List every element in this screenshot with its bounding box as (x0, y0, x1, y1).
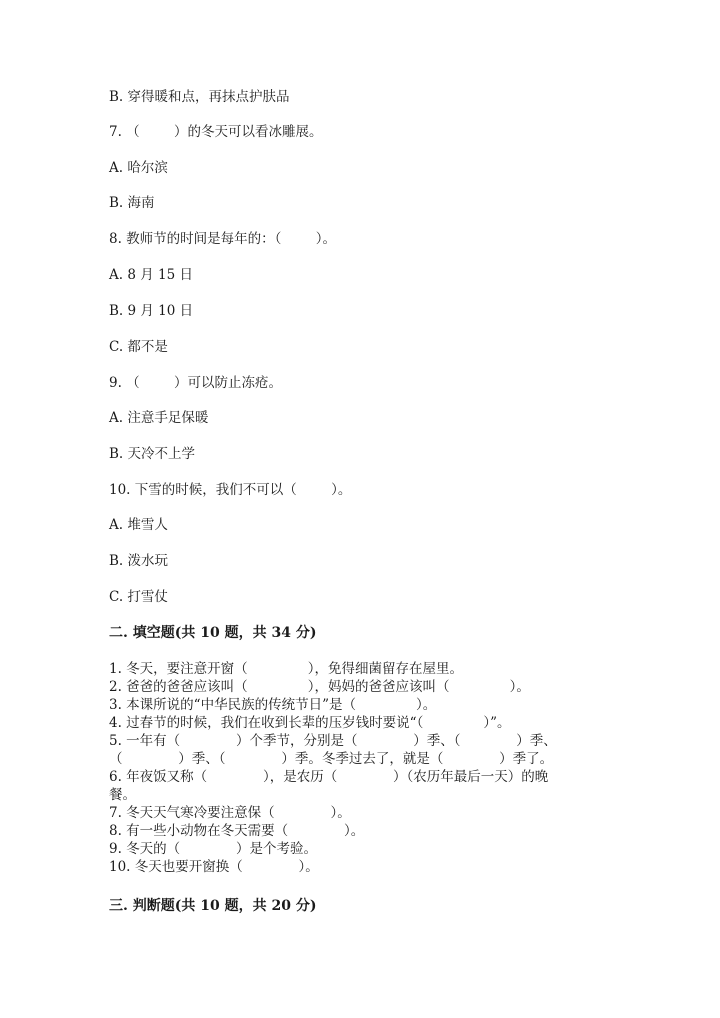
option-9b: B. 天冷不上学 (109, 446, 196, 462)
fill-item-7: 7. 冬天天气寒冷要注意保（ ）。 (109, 805, 351, 821)
fill-item-8: 8. 有一些小动物在冬天需要（ ）。 (109, 823, 365, 839)
question-7: 7. （ ）的冬天可以看冰雕展。 (109, 124, 323, 140)
option-7a: A. 哈尔滨 (109, 160, 168, 176)
option-10a: A. 堆雪人 (109, 517, 168, 533)
option-8b: B. 9 月 10 日 (109, 303, 194, 319)
option-9a: A. 注意手足保暖 (109, 410, 209, 426)
option-8a: A. 8 月 15 日 (109, 267, 193, 283)
fill-item-9: 9. 冬天的（ ）是个考验。 (109, 841, 317, 857)
fill-item-4: 4. 过春节的时候，我们在收到长辈的压岁钱时要说“（ ）”。 (109, 715, 511, 731)
fill-item-1: 1. 冬天，要注意开窗（ ），免得细菌留存在屋里。 (109, 661, 463, 677)
fill-item-3: 3. 本课所说的“中华民族的传统节日”是（ ）。 (109, 697, 437, 713)
fill-item-6-line-2: 餐。 (109, 787, 136, 803)
question-10: 10. 下雪的时候，我们不可以（ ）。 (109, 482, 352, 498)
section-2-heading: 二. 填空题(共 10 题，共 34 分) (109, 625, 317, 641)
fill-item-5-line-1: 5. 一年有（ ）个季节，分别是（ ）季、（ ）季、 (109, 733, 557, 749)
option-10c: C. 打雪仗 (109, 589, 168, 605)
section-3-heading: 三. 判断题(共 10 题，共 20 分) (109, 898, 317, 914)
question-8: 8. 教师节的时间是每年的：（ ）。 (109, 231, 337, 247)
fill-item-10: 10. 冬天也要开窗换（ ）。 (109, 859, 319, 875)
question-9: 9. （ ）可以防止冻疮。 (109, 375, 283, 391)
fill-item-2: 2. 爸爸的爸爸应该叫（ ），妈妈的爸爸应该叫（ ）。 (109, 679, 530, 695)
option-6b: B. 穿得暖和点，再抹点护肤品 (109, 89, 290, 105)
option-10b: B. 泼水玩 (109, 553, 169, 569)
option-7b: B. 海南 (109, 195, 155, 211)
option-8c: C. 都不是 (109, 339, 168, 355)
fill-item-6-line-1: 6. 年夜饭又称（ ），是农历（ ）（农历年最后一天）的晚 (109, 769, 549, 785)
fill-item-5-line-2: （ ）季、（ ）季。冬季过去了，就是（ ）季了。 (109, 751, 554, 767)
